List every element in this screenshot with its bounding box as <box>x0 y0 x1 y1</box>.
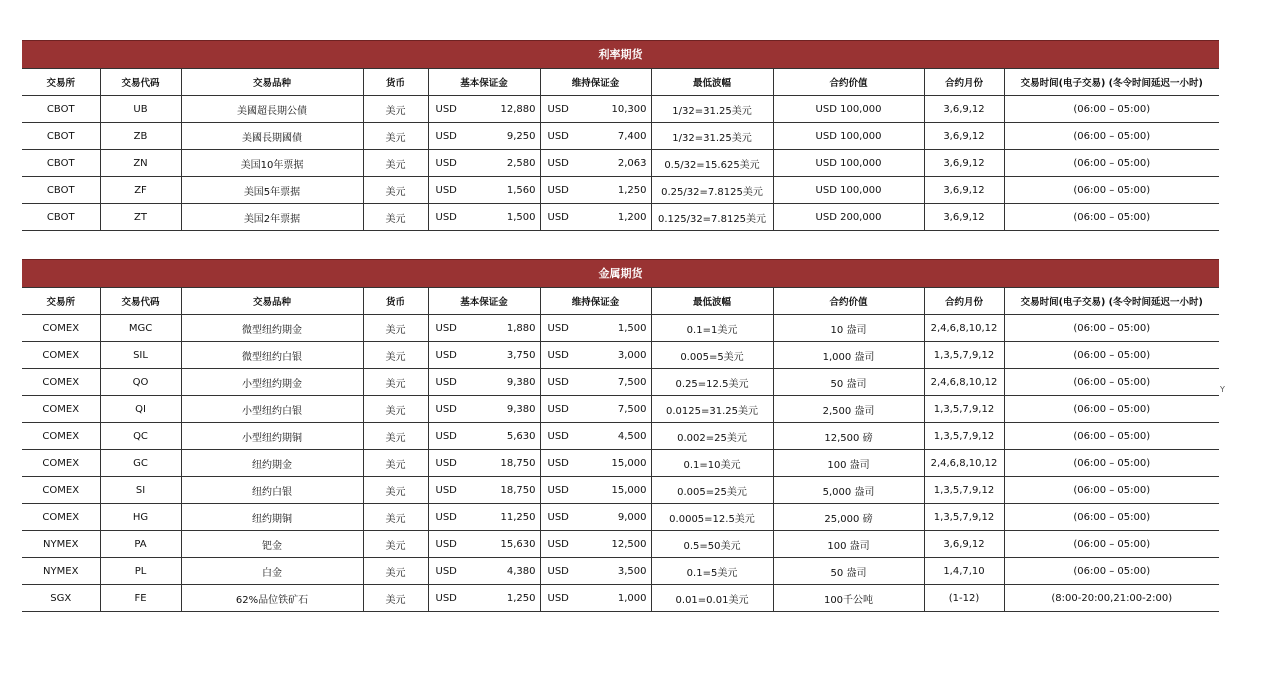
exchange-cell: COMEX <box>22 315 100 342</box>
contract-value-cell: 12,500 磅 <box>773 423 924 450</box>
metals-table <box>22 287 1219 612</box>
symbol-cell: UB <box>100 96 181 123</box>
product-cell: 美國超長期公債 <box>181 96 363 123</box>
metals-table-body <box>22 315 1219 612</box>
contract-value-cell: USD 100,000 <box>773 123 924 150</box>
contract-months-cell: (1-12) <box>924 585 1004 612</box>
product-cell: 美国5年票据 <box>181 177 363 204</box>
table-row <box>22 123 1219 150</box>
table-row <box>22 177 1219 204</box>
amount: 15,000 <box>611 457 647 469</box>
trading-hours-cell: (8:00-20:00,21:00-2:00) <box>1004 585 1219 612</box>
currency-code: USD <box>547 157 569 169</box>
contract-months-cell: 3,6,9,12 <box>924 531 1004 558</box>
currency-code: USD <box>435 157 457 169</box>
stray-mark: Y <box>1220 385 1225 394</box>
amount: 7,500 <box>617 376 647 388</box>
amount: 1,500 <box>617 322 647 334</box>
currency-cell: 美元 <box>363 177 428 204</box>
product-cell: 小型纽约期金 <box>181 369 363 396</box>
exchange-cell: COMEX <box>22 477 100 504</box>
exchange-cell: NYMEX <box>22 558 100 585</box>
table-row <box>22 342 1219 369</box>
exchange-cell: CBOT <box>22 150 100 177</box>
maintenance-margin-cell <box>540 204 651 231</box>
maintenance-margin-cell <box>540 531 651 558</box>
table-row <box>22 450 1219 477</box>
contract-value-cell: 2,500 盎司 <box>773 396 924 423</box>
maintenance-margin-cell <box>540 585 651 612</box>
amount: 1,500 <box>506 211 536 223</box>
currency-code: USD <box>435 457 457 469</box>
exchange-cell: CBOT <box>22 96 100 123</box>
column-header: 交易代码 <box>100 288 181 315</box>
trading-hours-cell: (06:00 – 05:00) <box>1004 150 1219 177</box>
currency-code: USD <box>547 565 569 577</box>
symbol-cell: ZT <box>100 204 181 231</box>
exchange-cell: COMEX <box>22 396 100 423</box>
table-row <box>22 96 1219 123</box>
symbol-cell: QC <box>100 423 181 450</box>
currency-cell: 美元 <box>363 204 428 231</box>
product-cell: 微型纽约期金 <box>181 315 363 342</box>
maintenance-margin-cell <box>540 396 651 423</box>
contract-value-cell: 100 盎司 <box>773 531 924 558</box>
tick-size-cell: 0.1=5美元 <box>651 558 773 585</box>
contract-value-cell: USD 200,000 <box>773 204 924 231</box>
maintenance-margin-cell <box>540 177 651 204</box>
currency-cell: 美元 <box>363 477 428 504</box>
column-header: 货币 <box>363 288 428 315</box>
contract-value-cell: 10 盎司 <box>773 315 924 342</box>
contract-value-cell: 25,000 磅 <box>773 504 924 531</box>
column-header: 交易所 <box>22 69 100 96</box>
contract-months-cell: 3,6,9,12 <box>924 177 1004 204</box>
currency-cell: 美元 <box>363 585 428 612</box>
product-cell: 纽约期金 <box>181 450 363 477</box>
currency-code: USD <box>547 538 569 550</box>
currency-cell: 美元 <box>363 531 428 558</box>
currency-code: USD <box>435 103 457 115</box>
amount: 3,750 <box>506 349 536 361</box>
symbol-cell: HG <box>100 504 181 531</box>
currency-code: USD <box>547 103 569 115</box>
contract-value-cell: 1,000 盎司 <box>773 342 924 369</box>
contract-value-cell: USD 100,000 <box>773 177 924 204</box>
column-header: 最低波幅 <box>651 69 773 96</box>
product-cell: 纽约期铜 <box>181 504 363 531</box>
amount: 7,400 <box>617 130 647 142</box>
maintenance-margin-cell <box>540 96 651 123</box>
tick-size-cell: 0.005=25美元 <box>651 477 773 504</box>
currency-code: USD <box>435 592 457 604</box>
currency-code: USD <box>547 184 569 196</box>
initial-margin-cell <box>428 396 540 423</box>
contract-months-cell: 1,4,7,10 <box>924 558 1004 585</box>
symbol-cell: FE <box>100 585 181 612</box>
initial-margin-cell <box>428 504 540 531</box>
currency-code: USD <box>547 322 569 334</box>
symbol-cell: ZN <box>100 150 181 177</box>
product-cell: 小型纽约期铜 <box>181 423 363 450</box>
currency-code: USD <box>435 484 457 496</box>
currency-code: USD <box>435 565 457 577</box>
section-title-metals: 金属期货 <box>22 259 1219 287</box>
product-cell: 62%品位铁矿石 <box>181 585 363 612</box>
product-cell: 钯金 <box>181 531 363 558</box>
currency-code: USD <box>435 403 457 415</box>
amount: 2,063 <box>617 157 647 169</box>
currency-code: USD <box>435 322 457 334</box>
currency-code: USD <box>547 403 569 415</box>
initial-margin-cell <box>428 123 540 150</box>
currency-code: USD <box>547 430 569 442</box>
initial-margin-cell <box>428 342 540 369</box>
rates-table-body <box>22 96 1219 231</box>
symbol-cell: ZF <box>100 177 181 204</box>
tick-size-cell: 0.002=25美元 <box>651 423 773 450</box>
exchange-cell: CBOT <box>22 204 100 231</box>
product-cell: 美国10年票据 <box>181 150 363 177</box>
column-header: 基本保证金 <box>428 69 540 96</box>
trading-hours-cell: (06:00 – 05:00) <box>1004 423 1219 450</box>
column-header: 交易所 <box>22 288 100 315</box>
trading-hours-cell: (06:00 – 05:00) <box>1004 477 1219 504</box>
currency-cell: 美元 <box>363 96 428 123</box>
column-header: 维持保证金 <box>540 288 651 315</box>
contract-value-cell: USD 100,000 <box>773 150 924 177</box>
currency-code: USD <box>547 484 569 496</box>
contract-value-cell: 100千公吨 <box>773 585 924 612</box>
contract-months-cell: 1,3,5,7,9,12 <box>924 477 1004 504</box>
amount: 4,380 <box>506 565 536 577</box>
tick-size-cell: 0.01=0.01美元 <box>651 585 773 612</box>
tick-size-cell: 1/32=31.25美元 <box>651 96 773 123</box>
trading-hours-cell: (06:00 – 05:00) <box>1004 177 1219 204</box>
symbol-cell: MGC <box>100 315 181 342</box>
interest-rate-futures-section <box>22 40 1219 231</box>
table-row <box>22 477 1219 504</box>
contract-value-cell: 50 盎司 <box>773 558 924 585</box>
column-header: 合约价值 <box>773 69 924 96</box>
maintenance-margin-cell <box>540 450 651 477</box>
symbol-cell: SIL <box>100 342 181 369</box>
trading-hours-cell: (06:00 – 05:00) <box>1004 204 1219 231</box>
rates-table <box>22 68 1219 231</box>
currency-code: USD <box>547 592 569 604</box>
initial-margin-cell <box>428 450 540 477</box>
table-row <box>22 204 1219 231</box>
maintenance-margin-cell <box>540 558 651 585</box>
tick-size-cell: 0.5=50美元 <box>651 531 773 558</box>
trading-hours-cell: (06:00 – 05:00) <box>1004 450 1219 477</box>
currency-code: USD <box>547 511 569 523</box>
symbol-cell: PL <box>100 558 181 585</box>
tick-size-cell: 0.005=5美元 <box>651 342 773 369</box>
column-header: 最低波幅 <box>651 288 773 315</box>
column-header: 交易品种 <box>181 288 363 315</box>
tick-size-cell: 0.0125=31.25美元 <box>651 396 773 423</box>
column-header: 维持保证金 <box>540 69 651 96</box>
initial-margin-cell <box>428 177 540 204</box>
tick-size-cell: 0.25=12.5美元 <box>651 369 773 396</box>
exchange-cell: COMEX <box>22 369 100 396</box>
symbol-cell: GC <box>100 450 181 477</box>
contract-months-cell: 3,6,9,12 <box>924 150 1004 177</box>
amount: 9,380 <box>506 376 536 388</box>
trading-hours-cell: (06:00 – 05:00) <box>1004 558 1219 585</box>
column-header: 交易时间(电子交易) (冬令时间延迟一小时) <box>1004 69 1219 96</box>
currency-cell: 美元 <box>363 123 428 150</box>
exchange-cell: COMEX <box>22 504 100 531</box>
exchange-cell: COMEX <box>22 450 100 477</box>
table-row <box>22 585 1219 612</box>
tick-size-cell: 0.0005=12.5美元 <box>651 504 773 531</box>
amount: 10,300 <box>611 103 647 115</box>
column-header: 交易时间(电子交易) (冬令时间延迟一小时) <box>1004 288 1219 315</box>
exchange-cell: CBOT <box>22 177 100 204</box>
contract-months-cell: 3,6,9,12 <box>924 204 1004 231</box>
maintenance-margin-cell <box>540 423 651 450</box>
tick-size-cell: 0.1=1美元 <box>651 315 773 342</box>
currency-cell: 美元 <box>363 369 428 396</box>
currency-code: USD <box>435 376 457 388</box>
contract-months-cell: 3,6,9,12 <box>924 123 1004 150</box>
initial-margin-cell <box>428 477 540 504</box>
section-title-rates: 利率期货 <box>22 40 1219 68</box>
table-row <box>22 150 1219 177</box>
tick-size-cell: 0.5/32=15.625美元 <box>651 150 773 177</box>
column-header: 合约月份 <box>924 288 1004 315</box>
contract-months-cell: 1,3,5,7,9,12 <box>924 396 1004 423</box>
symbol-cell: QI <box>100 396 181 423</box>
trading-hours-cell: (06:00 – 05:00) <box>1004 369 1219 396</box>
trading-hours-cell: (06:00 – 05:00) <box>1004 396 1219 423</box>
amount: 1,880 <box>506 322 536 334</box>
column-header: 交易代码 <box>100 69 181 96</box>
metal-futures-section <box>22 259 1219 612</box>
amount: 4,500 <box>617 430 647 442</box>
column-header: 交易品种 <box>181 69 363 96</box>
tick-size-cell: 0.125/32=7.8125美元 <box>651 204 773 231</box>
amount: 15,000 <box>611 484 647 496</box>
symbol-cell: ZB <box>100 123 181 150</box>
product-cell: 白金 <box>181 558 363 585</box>
amount: 18,750 <box>500 484 536 496</box>
contract-value-cell: 5,000 盎司 <box>773 477 924 504</box>
table-row <box>22 396 1219 423</box>
contract-months-cell: 1,3,5,7,9,12 <box>924 342 1004 369</box>
metals-header-row <box>22 288 1219 315</box>
amount: 3,500 <box>617 565 647 577</box>
amount: 9,380 <box>506 403 536 415</box>
initial-margin-cell <box>428 204 540 231</box>
currency-cell: 美元 <box>363 504 428 531</box>
currency-cell: 美元 <box>363 396 428 423</box>
amount: 1,560 <box>506 184 536 196</box>
rates-header-row <box>22 69 1219 96</box>
currency-cell: 美元 <box>363 150 428 177</box>
initial-margin-cell <box>428 315 540 342</box>
initial-margin-cell <box>428 96 540 123</box>
trading-hours-cell: (06:00 – 05:00) <box>1004 315 1219 342</box>
amount: 9,250 <box>506 130 536 142</box>
exchange-cell: NYMEX <box>22 531 100 558</box>
amount: 1,000 <box>617 592 647 604</box>
contract-value-cell: USD 100,000 <box>773 96 924 123</box>
amount: 7,500 <box>617 403 647 415</box>
contract-months-cell: 3,6,9,12 <box>924 96 1004 123</box>
initial-margin-cell <box>428 585 540 612</box>
maintenance-margin-cell <box>540 315 651 342</box>
currency-code: USD <box>547 457 569 469</box>
exchange-cell: COMEX <box>22 423 100 450</box>
maintenance-margin-cell <box>540 342 651 369</box>
column-header: 合约价值 <box>773 288 924 315</box>
symbol-cell: SI <box>100 477 181 504</box>
currency-code: USD <box>547 211 569 223</box>
contract-months-cell: 2,4,6,8,10,12 <box>924 315 1004 342</box>
initial-margin-cell <box>428 531 540 558</box>
contract-value-cell: 50 盎司 <box>773 369 924 396</box>
amount: 15,630 <box>500 538 536 550</box>
currency-cell: 美元 <box>363 342 428 369</box>
maintenance-margin-cell <box>540 504 651 531</box>
currency-code: USD <box>435 538 457 550</box>
table-row <box>22 369 1219 396</box>
tick-size-cell: 1/32=31.25美元 <box>651 123 773 150</box>
exchange-cell: CBOT <box>22 123 100 150</box>
column-header: 货币 <box>363 69 428 96</box>
amount: 11,250 <box>500 511 536 523</box>
contract-months-cell: 2,4,6,8,10,12 <box>924 369 1004 396</box>
currency-code: USD <box>435 211 457 223</box>
maintenance-margin-cell <box>540 150 651 177</box>
table-row <box>22 504 1219 531</box>
contract-months-cell: 2,4,6,8,10,12 <box>924 450 1004 477</box>
amount: 1,250 <box>506 592 536 604</box>
currency-code: USD <box>547 349 569 361</box>
symbol-cell: QO <box>100 369 181 396</box>
currency-code: USD <box>435 349 457 361</box>
exchange-cell: SGX <box>22 585 100 612</box>
amount: 12,500 <box>611 538 647 550</box>
tick-size-cell: 0.25/32=7.8125美元 <box>651 177 773 204</box>
currency-cell: 美元 <box>363 315 428 342</box>
tick-size-cell: 0.1=10美元 <box>651 450 773 477</box>
contract-months-cell: 1,3,5,7,9,12 <box>924 423 1004 450</box>
product-cell: 美國長期國債 <box>181 123 363 150</box>
product-cell: 纽约白银 <box>181 477 363 504</box>
amount: 3,000 <box>617 349 647 361</box>
initial-margin-cell <box>428 150 540 177</box>
trading-hours-cell: (06:00 – 05:00) <box>1004 96 1219 123</box>
amount: 12,880 <box>500 103 536 115</box>
maintenance-margin-cell <box>540 477 651 504</box>
currency-cell: 美元 <box>363 423 428 450</box>
initial-margin-cell <box>428 423 540 450</box>
amount: 2,580 <box>506 157 536 169</box>
amount: 5,630 <box>506 430 536 442</box>
currency-code: USD <box>435 184 457 196</box>
table-row <box>22 315 1219 342</box>
exchange-cell: COMEX <box>22 342 100 369</box>
initial-margin-cell <box>428 369 540 396</box>
trading-hours-cell: (06:00 – 05:00) <box>1004 531 1219 558</box>
currency-cell: 美元 <box>363 558 428 585</box>
amount: 9,000 <box>617 511 647 523</box>
trading-hours-cell: (06:00 – 05:00) <box>1004 123 1219 150</box>
currency-code: USD <box>435 130 457 142</box>
product-cell: 小型纽约白银 <box>181 396 363 423</box>
initial-margin-cell <box>428 558 540 585</box>
table-row <box>22 558 1219 585</box>
contract-value-cell: 100 盎司 <box>773 450 924 477</box>
maintenance-margin-cell <box>540 369 651 396</box>
trading-hours-cell: (06:00 – 05:00) <box>1004 342 1219 369</box>
symbol-cell: PA <box>100 531 181 558</box>
currency-code: USD <box>547 376 569 388</box>
maintenance-margin-cell <box>540 123 651 150</box>
column-header: 合约月份 <box>924 69 1004 96</box>
currency-cell: 美元 <box>363 450 428 477</box>
amount: 1,250 <box>617 184 647 196</box>
amount: 1,200 <box>617 211 647 223</box>
product-cell: 美国2年票据 <box>181 204 363 231</box>
table-row <box>22 423 1219 450</box>
currency-code: USD <box>435 430 457 442</box>
trading-hours-cell: (06:00 – 05:00) <box>1004 504 1219 531</box>
contract-months-cell: 1,3,5,7,9,12 <box>924 504 1004 531</box>
amount: 18,750 <box>500 457 536 469</box>
table-row <box>22 531 1219 558</box>
currency-code: USD <box>435 511 457 523</box>
currency-code: USD <box>547 130 569 142</box>
product-cell: 微型纽约白银 <box>181 342 363 369</box>
column-header: 基本保证金 <box>428 288 540 315</box>
